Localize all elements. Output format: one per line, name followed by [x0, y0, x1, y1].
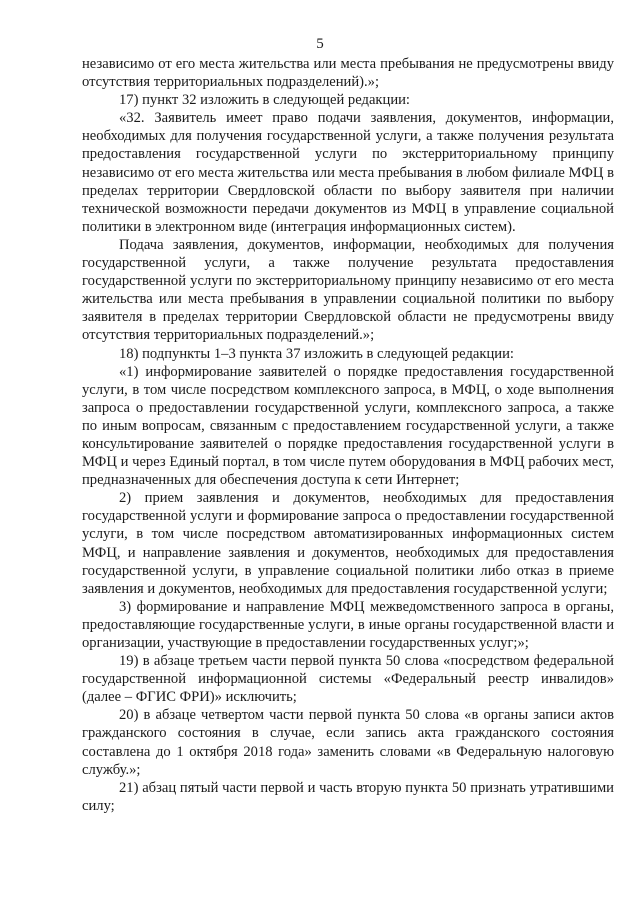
document-body — [82, 55, 614, 815]
paragraph-item-20: 20) в абзаце четвертом части первой пункта 50 слова «в органы записи актов гражданского состояния в случае, если запись акта гражданского состояния составлена до 1 октября 2018 года» заменить словами «в Федеральную налоговую службу.»; — [82, 707, 614, 778]
paragraph-item-18: 18) подпункты 1–3 пункта 37 изложить в следующей редакции: — [119, 345, 514, 362]
paragraph-subitem-3: 3) формирование и направление МФЦ межведомственного запроса в органы, предоставляющие государственные услуги, в иные органы государственной власти и организации, участвующие в предоставлении государственных услуг;»; — [82, 598, 614, 651]
paragraph-subitem-2: 2) прием заявления и документов, необходимых для предоставления государственной услуги и формирование запроса о предоставлении государственной услуги, в том числе посредством автоматизированных информационных систем МФЦ, и направление заявления и документов, необходимых для предоставления государственной услуги, в управление социальной политики либо отказ в приеме заявления и документов, необходимых для предоставления государственной услуги; — [82, 490, 614, 597]
paragraph-item-17: 17) пункт 32 изложить в следующей редакции: — [119, 92, 410, 109]
page-number: 5 — [316, 36, 324, 52]
paragraph-continuation: независимо от его места жительства или места пребывания не предусмотрены ввиду отсутствия территориальных подразделений).»; — [82, 56, 614, 91]
paragraph-subitem-1: «1) информирование заявителей о порядке предоставления государственной услуги, в том числе посредством комплексного запроса, в МФЦ, о ходе выполнения запроса о предоставлении государственной услуги, комплексного запроса, а также по иным вопросам, связанным с предоставлением государственной услуги, а также консультирование заявителей о порядке предоставления государственной услуги в МФЦ и через Единый портал, в том числе путем оборудования в МФЦ рабочих мест, предназначенных для обеспечения доступа к сети Интернет; — [82, 363, 614, 489]
paragraph-item-19: 19) в абзаце третьем части первой пункта 50 слова «посредством федеральной государственной информационной системы «Федеральный реестр инвалидов» (далее – ФГИС ФРИ)» исключить; — [82, 653, 614, 706]
paragraph-clause-32: «32. Заявитель имеет право подачи заявления, документов, информации, необходимых для получения государственной услуги, а также получения результата предоставления государственной услуги по экстерриториальному принципу независимо от его места жительства или места пребывания в любом филиале МФЦ в пределах территории Свердловской области по выбору заявителя при наличии технической возможности передачи документов из МФЦ в управление социальной политики в электронном виде (интеграция информационных систем). — [82, 110, 614, 235]
paragraph-item-21: 21) абзац пятый части первой и часть вторую пункта 50 признать утратившими силу; — [82, 779, 614, 814]
paragraph-clause-32-part-2: Подача заявления, документов, информации, необходимых для получения государственной услуги, а также получение результата предоставления государственной услуги по экстерриториальному принципу независимо от его места жительства или места пребывания в управлении социальной политики по выбору заявителя в пределах территории Свердловской области не предусмотрены ввиду отсутствия территориальных подразделений.»; — [82, 236, 614, 344]
